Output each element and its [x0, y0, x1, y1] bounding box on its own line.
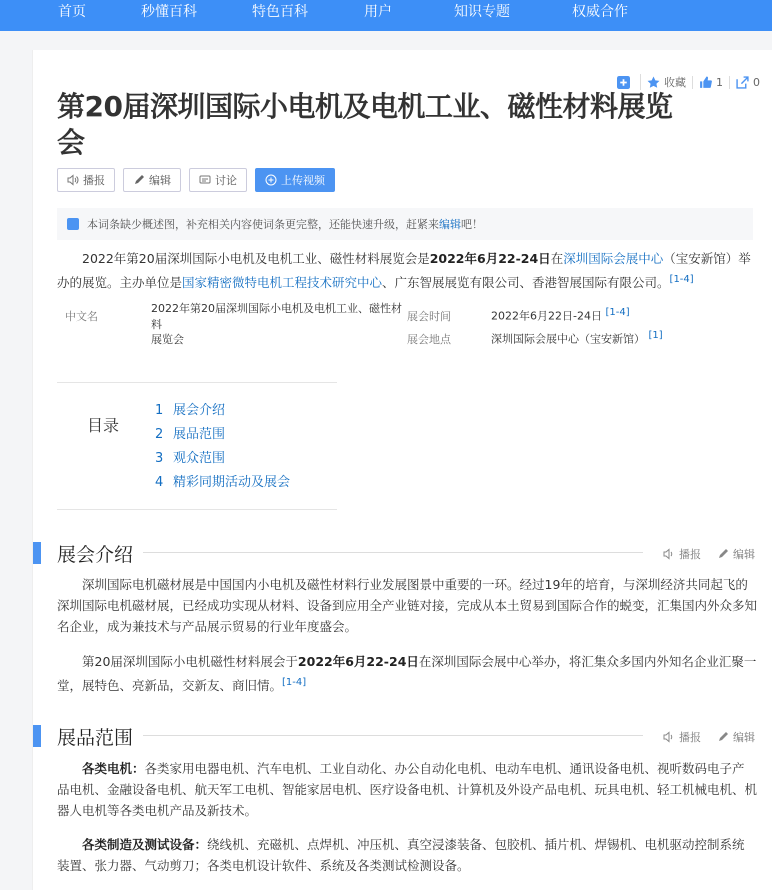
p2-text-b: 在深圳国际会展中心举办，将汇集众多国内外知名企业汇聚一堂，展特色、亮新品，交新友、商旧情。 — [57, 654, 757, 694]
info-venue-ref[interactable]: [1] — [648, 330, 663, 342]
star-icon — [647, 76, 660, 89]
info-value-name-cont: 展览会 — [151, 332, 184, 346]
toc-num: 3 — [155, 451, 164, 466]
exhibits-p1 — [57, 758, 757, 821]
section-report-label: 播报 — [679, 548, 701, 561]
nav-tese[interactable]: 特色百科 — [252, 4, 308, 20]
notice-edit-link[interactable]: 编辑 — [439, 218, 461, 231]
intro-text-2: 在 — [550, 251, 564, 266]
add-button[interactable] — [611, 76, 640, 89]
intro-paragraph — [57, 248, 757, 293]
edit-notice-icon — [67, 218, 79, 230]
info-key-name: 中文名 — [65, 309, 98, 323]
info-value-name: 2022年第20届深圳国际小电机及电机工业、磁性材料 — [151, 301, 402, 331]
info-value-time — [491, 307, 751, 324]
toc-text: 展品范围 — [173, 427, 226, 442]
section-divider — [143, 735, 643, 736]
section-report-button[interactable] — [663, 729, 701, 745]
thumbs-up-icon — [699, 76, 712, 89]
report-label: 播报 — [83, 174, 105, 187]
pencil-icon — [717, 548, 729, 560]
section-report-label: 播报 — [679, 731, 701, 744]
exhibits-text-1: 各类家用电器电机、汽车电机、工业自动化、办公自动化电机、电动车电机、通讯设备电机、视听数码电子产品电机、金融设备电机、航天军工电机、智能家居电机、医疗设备电机、计算机及外设产品电机、玩具电机、轻工机械电机、机器人电机等各类电机产品及新技术。 — [57, 761, 758, 818]
share-button[interactable] — [729, 76, 766, 89]
toc-item[interactable] — [155, 399, 290, 423]
section-title: 展会介绍 — [57, 544, 134, 566]
upload-video-button[interactable] — [255, 168, 335, 192]
exhibits-label-1: 各类电机： — [82, 761, 145, 776]
section-edit-button[interactable] — [717, 729, 755, 745]
share-count: 0 — [753, 75, 760, 89]
favorite-label: 收藏 — [664, 76, 686, 89]
upload-label: 上传视频 — [281, 174, 325, 187]
toc-text: 精彩同期活动及展会 — [173, 475, 291, 490]
p2-text-a: 第20届深圳国际小电机磁性材料展会于 — [82, 654, 298, 669]
nav-topics[interactable]: 知识专题 — [454, 4, 510, 20]
title-tools — [611, 74, 766, 90]
section-header-intro — [33, 540, 772, 570]
nav-user[interactable]: 用户 — [364, 4, 392, 20]
section-edit-label: 编辑 — [733, 731, 755, 744]
page-title: 第20届深圳国际小电机及电机工业、磁性材料展览会 — [57, 90, 673, 159]
discuss-label: 讨论 — [215, 174, 237, 187]
info-value-venue — [491, 330, 751, 347]
speaker-icon — [663, 731, 675, 743]
info-row — [57, 301, 757, 331]
nav-miaodong[interactable]: 秒懂百科 — [141, 4, 197, 20]
venue-link[interactable]: 深圳国际会展中心 — [563, 251, 664, 266]
toc-text: 展会介绍 — [173, 403, 226, 418]
top-nav — [0, 0, 772, 31]
chat-icon — [199, 174, 211, 186]
speaker-icon — [663, 548, 675, 560]
pencil-icon — [717, 731, 729, 743]
toc-item[interactable] — [155, 471, 290, 495]
exhibits-p2 — [57, 834, 757, 876]
info-time-text: 2022年6月22日-24日 — [491, 309, 602, 323]
toc-text: 观众范围 — [173, 451, 226, 466]
toc-num: 2 — [155, 427, 164, 442]
exhibits-text-2: 绕线机、充磁机、点焊机、冲压机、真空浸漆装备、包胶机、插片机、焊锡机、电机驱动控制系统装置、张力器、气动剪刀；各类电机设计软件、系统及各类测试检测设备。 — [57, 837, 745, 873]
toc-item[interactable] — [155, 423, 290, 447]
edit-label: 编辑 — [149, 174, 171, 187]
info-key-time: 展会时间 — [407, 309, 451, 323]
section-tools — [647, 546, 755, 562]
like-button[interactable] — [692, 76, 729, 89]
nav-authority[interactable]: 权威合作 — [572, 4, 628, 20]
discuss-button[interactable] — [189, 168, 247, 192]
section-bar — [33, 725, 41, 747]
report-button[interactable] — [57, 168, 115, 192]
info-venue-text: 深圳国际会展中心（宝安新馆） — [491, 332, 645, 346]
notice-text: 本词条缺少概述图，补充相关内容使词条更完整，还能快速升级，赶紧来 — [87, 218, 439, 231]
favorite-button[interactable] — [640, 74, 692, 90]
toc-item[interactable] — [155, 447, 290, 471]
like-count: 1 — [716, 75, 723, 89]
section-tools — [647, 729, 755, 745]
p2-date: 2022年6月22-24日 — [297, 654, 419, 669]
organizer-link[interactable]: 国家精密微特电机工程技术研究中心 — [182, 275, 383, 291]
section-edit-button[interactable] — [717, 546, 755, 562]
article-card — [32, 50, 772, 890]
plus-square-icon — [617, 76, 630, 89]
info-box — [57, 301, 757, 350]
intro-text-4: 、广东智展展览有限公司、香港智展国际有限公司。 — [382, 275, 670, 291]
toc-list — [155, 399, 290, 495]
section-divider — [143, 552, 643, 553]
action-bar — [57, 168, 343, 192]
notice-bar — [57, 208, 753, 240]
pencil-icon — [133, 174, 145, 186]
section-header-exhibits — [33, 723, 772, 753]
intro-ref[interactable]: [1-4] — [669, 274, 694, 285]
toc-num: 4 — [155, 475, 164, 490]
section-intro-p2 — [57, 651, 757, 696]
toc-label: 目录 — [87, 416, 120, 435]
exhibits-label-2: 各类制造及测试设备： — [82, 837, 208, 852]
edit-button[interactable] — [123, 168, 181, 192]
intro-text-3: （宝安新馆）举办的展览。主办单位是 — [57, 251, 751, 291]
table-of-contents — [57, 382, 337, 510]
notice-tail: 吧！ — [461, 218, 483, 231]
info-row — [57, 327, 757, 350]
info-time-ref[interactable]: [1-4] — [605, 307, 630, 319]
section-bar — [33, 542, 41, 564]
p2-ref[interactable]: [1-4] — [282, 677, 307, 688]
intro-date: 2022年6月22-24日 — [429, 251, 551, 266]
section-edit-label: 编辑 — [733, 548, 755, 561]
nav-home[interactable]: 首页 — [58, 4, 86, 20]
speaker-icon — [67, 174, 79, 186]
plus-circle-icon — [265, 174, 277, 186]
section-report-button[interactable] — [663, 546, 701, 562]
info-key-venue: 展会地点 — [407, 332, 451, 346]
section-title: 展品范围 — [57, 727, 134, 749]
section-intro-p1: 深圳国际电机磁材展是中国国内小电机及磁性材料行业发展图景中重要的一环。经过19年的培育，与深圳经济共同起飞的深圳国际电机磁材展，已经成功实现从材料、设备到应用全产业链对接，完成从本土贸易到国际合作的蜕变，汇集国内外众多知名企业，成为兼技术与产品展示贸易的行业年度盛会。 — [57, 577, 758, 634]
share-icon — [736, 76, 749, 89]
toc-num: 1 — [155, 403, 164, 418]
intro-text-1: 2022年第20届深圳国际小电机及电机工业、磁性材料展览会是 — [82, 251, 430, 266]
